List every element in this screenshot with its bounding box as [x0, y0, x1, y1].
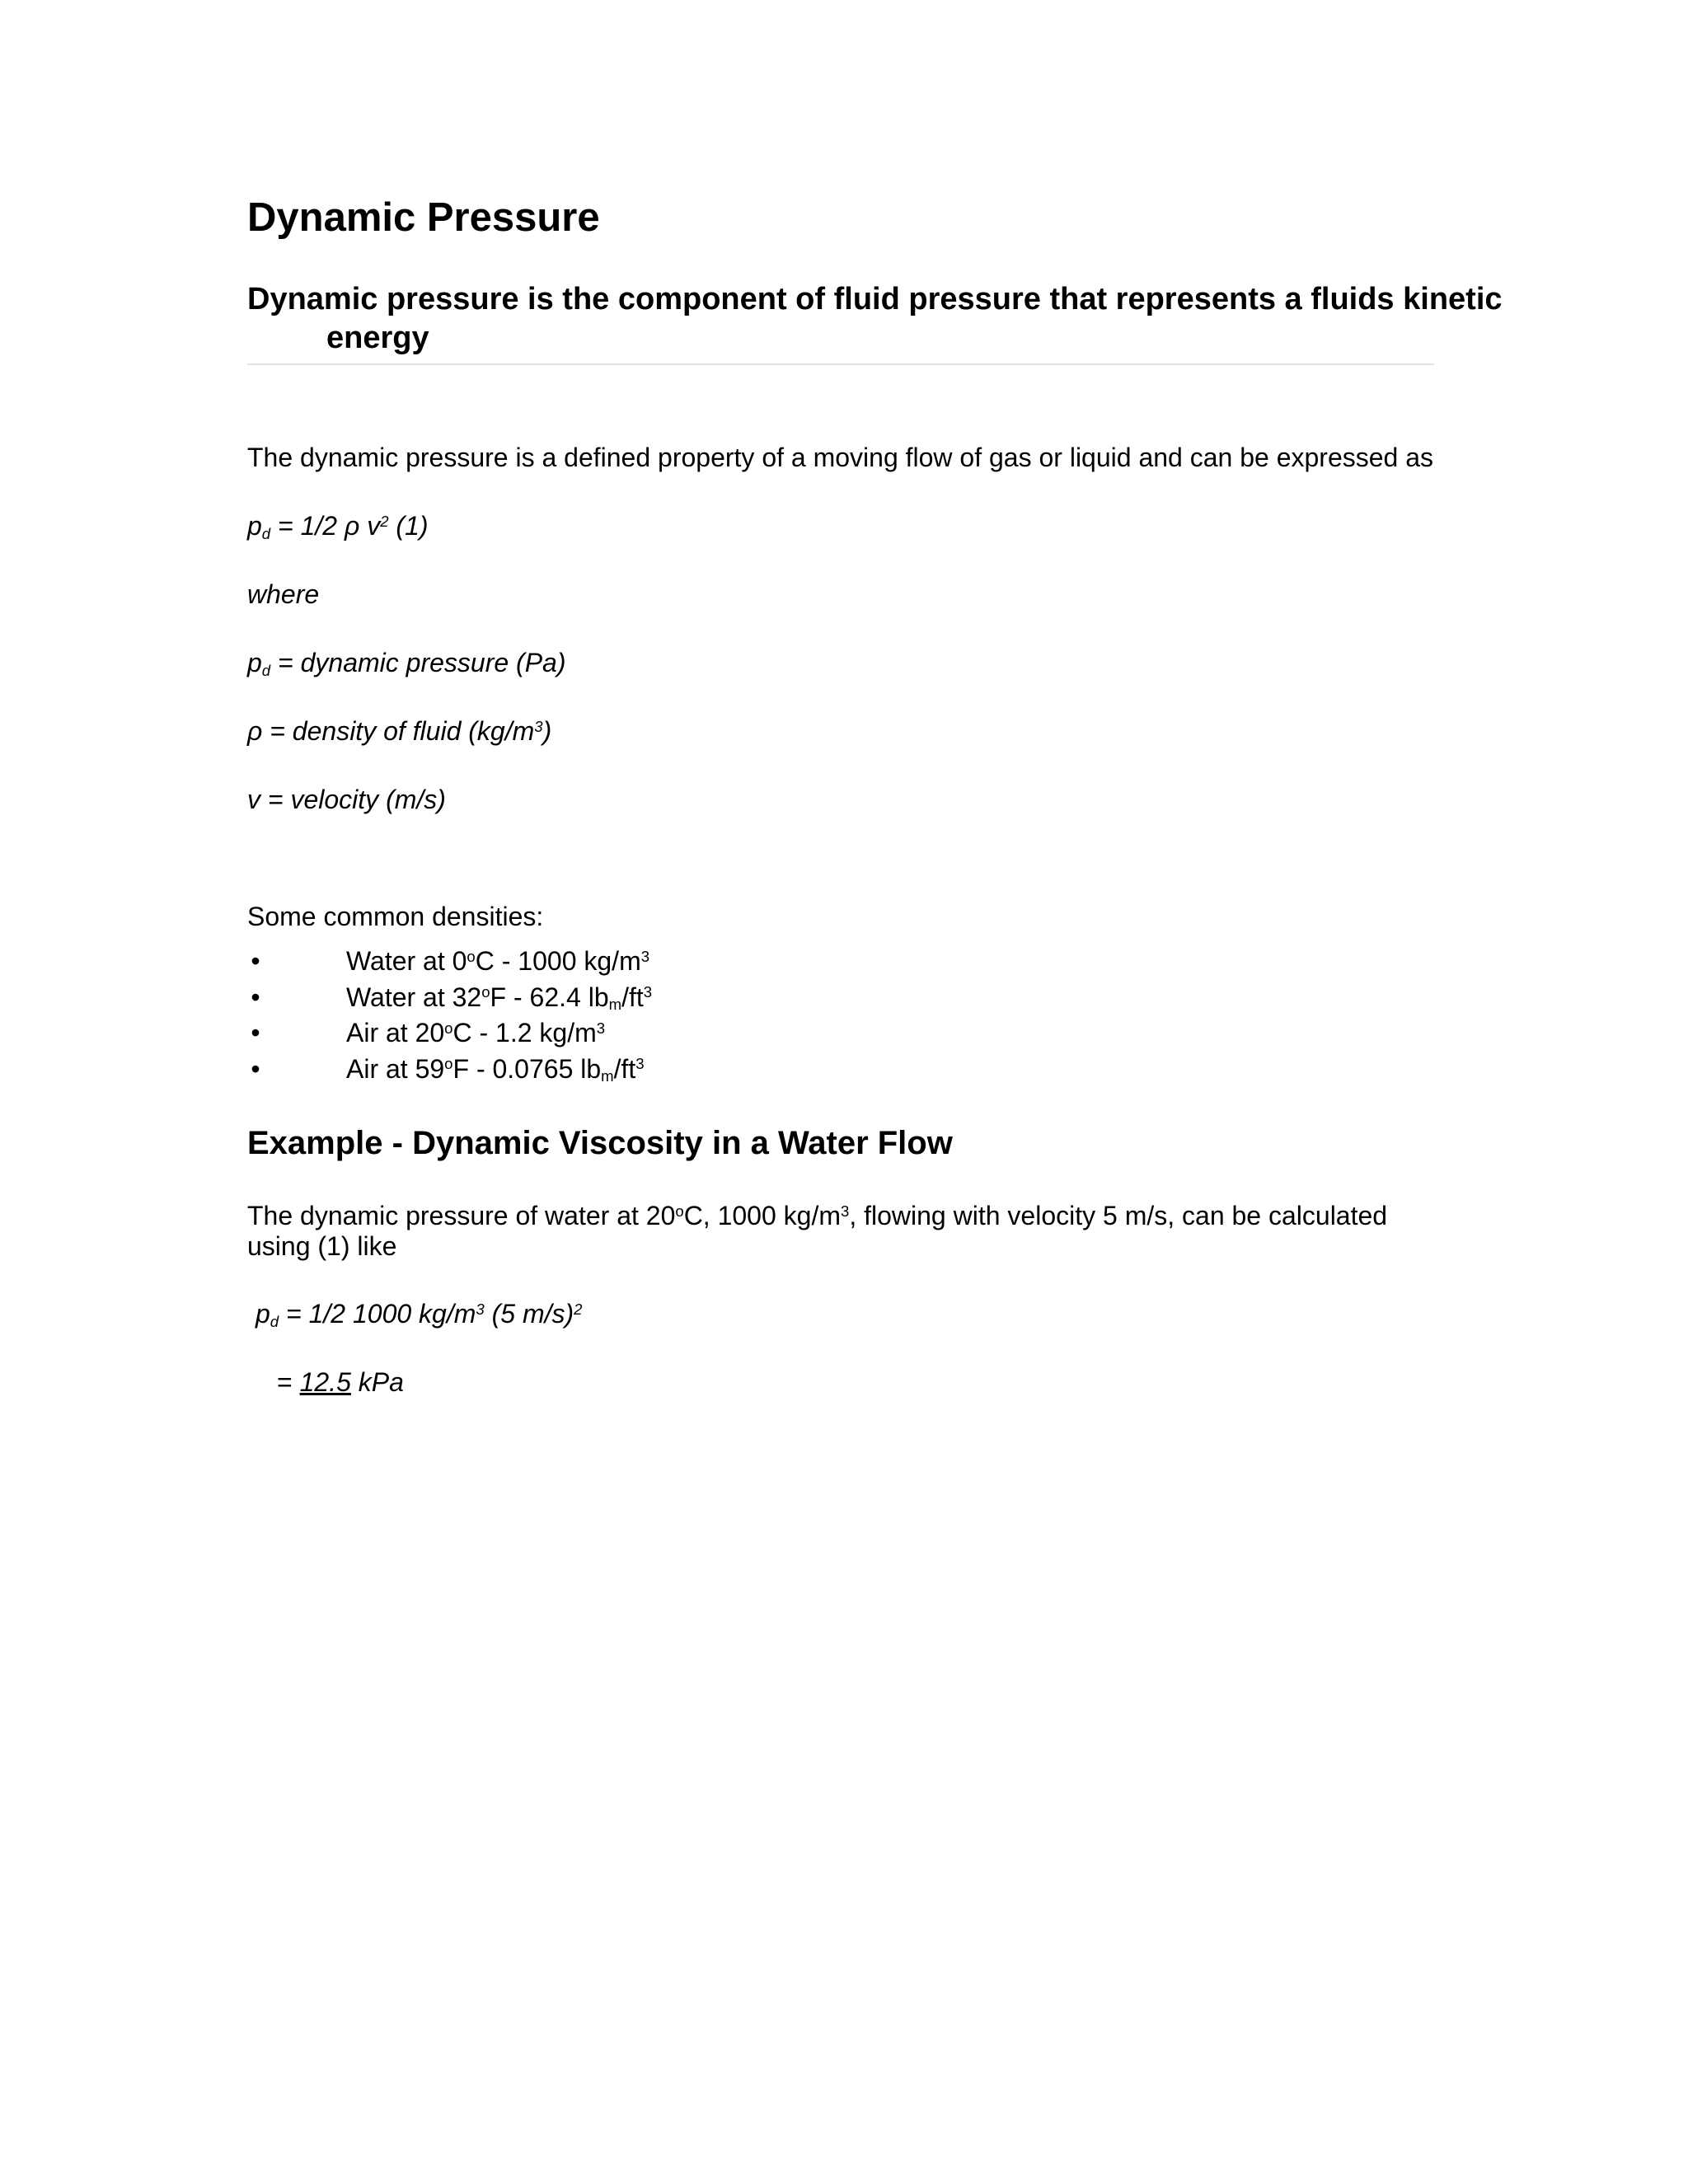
definition-text: = density of fluid (kg/m [262, 716, 535, 746]
bullet-icon: • [251, 1018, 260, 1047]
density-water-fahrenheit: Water at 32$^o$F - 62.4 $lb_m/ft^3$ [346, 982, 653, 1014]
definition-exponent: 3 [534, 717, 543, 735]
density-water-celsius: Water at 0$^o$C - 1000 $kg/m^3$ [346, 946, 650, 976]
bullet-icon: • [251, 1053, 260, 1084]
definition-subscript: d [261, 661, 271, 679]
bullet-icon: • [251, 982, 260, 1012]
definition-text: = velocity (m/s) [260, 785, 446, 814]
page-subtitle: Dynamic pressure is the component of fluid pressure that represents a fluids kinetic energy [247, 282, 1503, 355]
where-label: where [247, 579, 320, 609]
densities-heading: Some common densities: [247, 902, 544, 931]
density-air-celsius: Air at 20$^o$C - 1.2 $kg/m^3$ [346, 1018, 606, 1047]
definition-symbol: p [247, 648, 262, 677]
page-title: Dynamic Pressure [247, 195, 600, 240]
horizontal-divider [247, 363, 1434, 365]
dynamic-pressure-equation [247, 511, 429, 541]
result-value: 12.5 [299, 1367, 351, 1397]
intro-paragraph: The dynamic pressure is a defined property of a moving flow of gas or liquid and can be expressed as [247, 443, 1434, 472]
definition-symbol: v [247, 785, 260, 814]
example-paragraph-line-1: The dynamic pressure of water at 20$^o$C, 1000 $kg/m^3$, flowing with velocity 5 m/s, can be calculated [247, 1201, 1388, 1230]
definition-velocity [247, 785, 446, 815]
definition-density [247, 716, 551, 747]
example-result [277, 1367, 404, 1398]
definition-text-end: ) [542, 716, 552, 746]
equation-number: (1) [388, 511, 429, 541]
example-calculation: $p_d = 1/2$ 1000 $kg/m^3$ (5 m/s)$^2$ [256, 1299, 583, 1330]
density-air-fahrenheit: Air at 59$^o$F - 0.0765 $lb_m/ft^3$ [346, 1053, 645, 1085]
equation-rhs: = 1/2 ρ v [270, 511, 381, 541]
definition-dynamic-pressure [247, 648, 565, 678]
definition-text: = dynamic pressure (Pa) [270, 648, 566, 677]
result-prefix: = [277, 1367, 300, 1397]
example-paragraph-line-2: using (1) like [247, 1231, 397, 1261]
example-heading: Example - Dynamic Viscosity in a Water Flow [247, 1125, 953, 1161]
result-unit: kPa [350, 1367, 404, 1397]
bullet-icon: • [251, 946, 260, 976]
equation-exponent: 2 [380, 512, 389, 530]
equation-lhs-symbol: p [247, 511, 262, 541]
definition-symbol: ρ [247, 716, 263, 746]
equation-lhs-subscript: d [261, 524, 271, 542]
